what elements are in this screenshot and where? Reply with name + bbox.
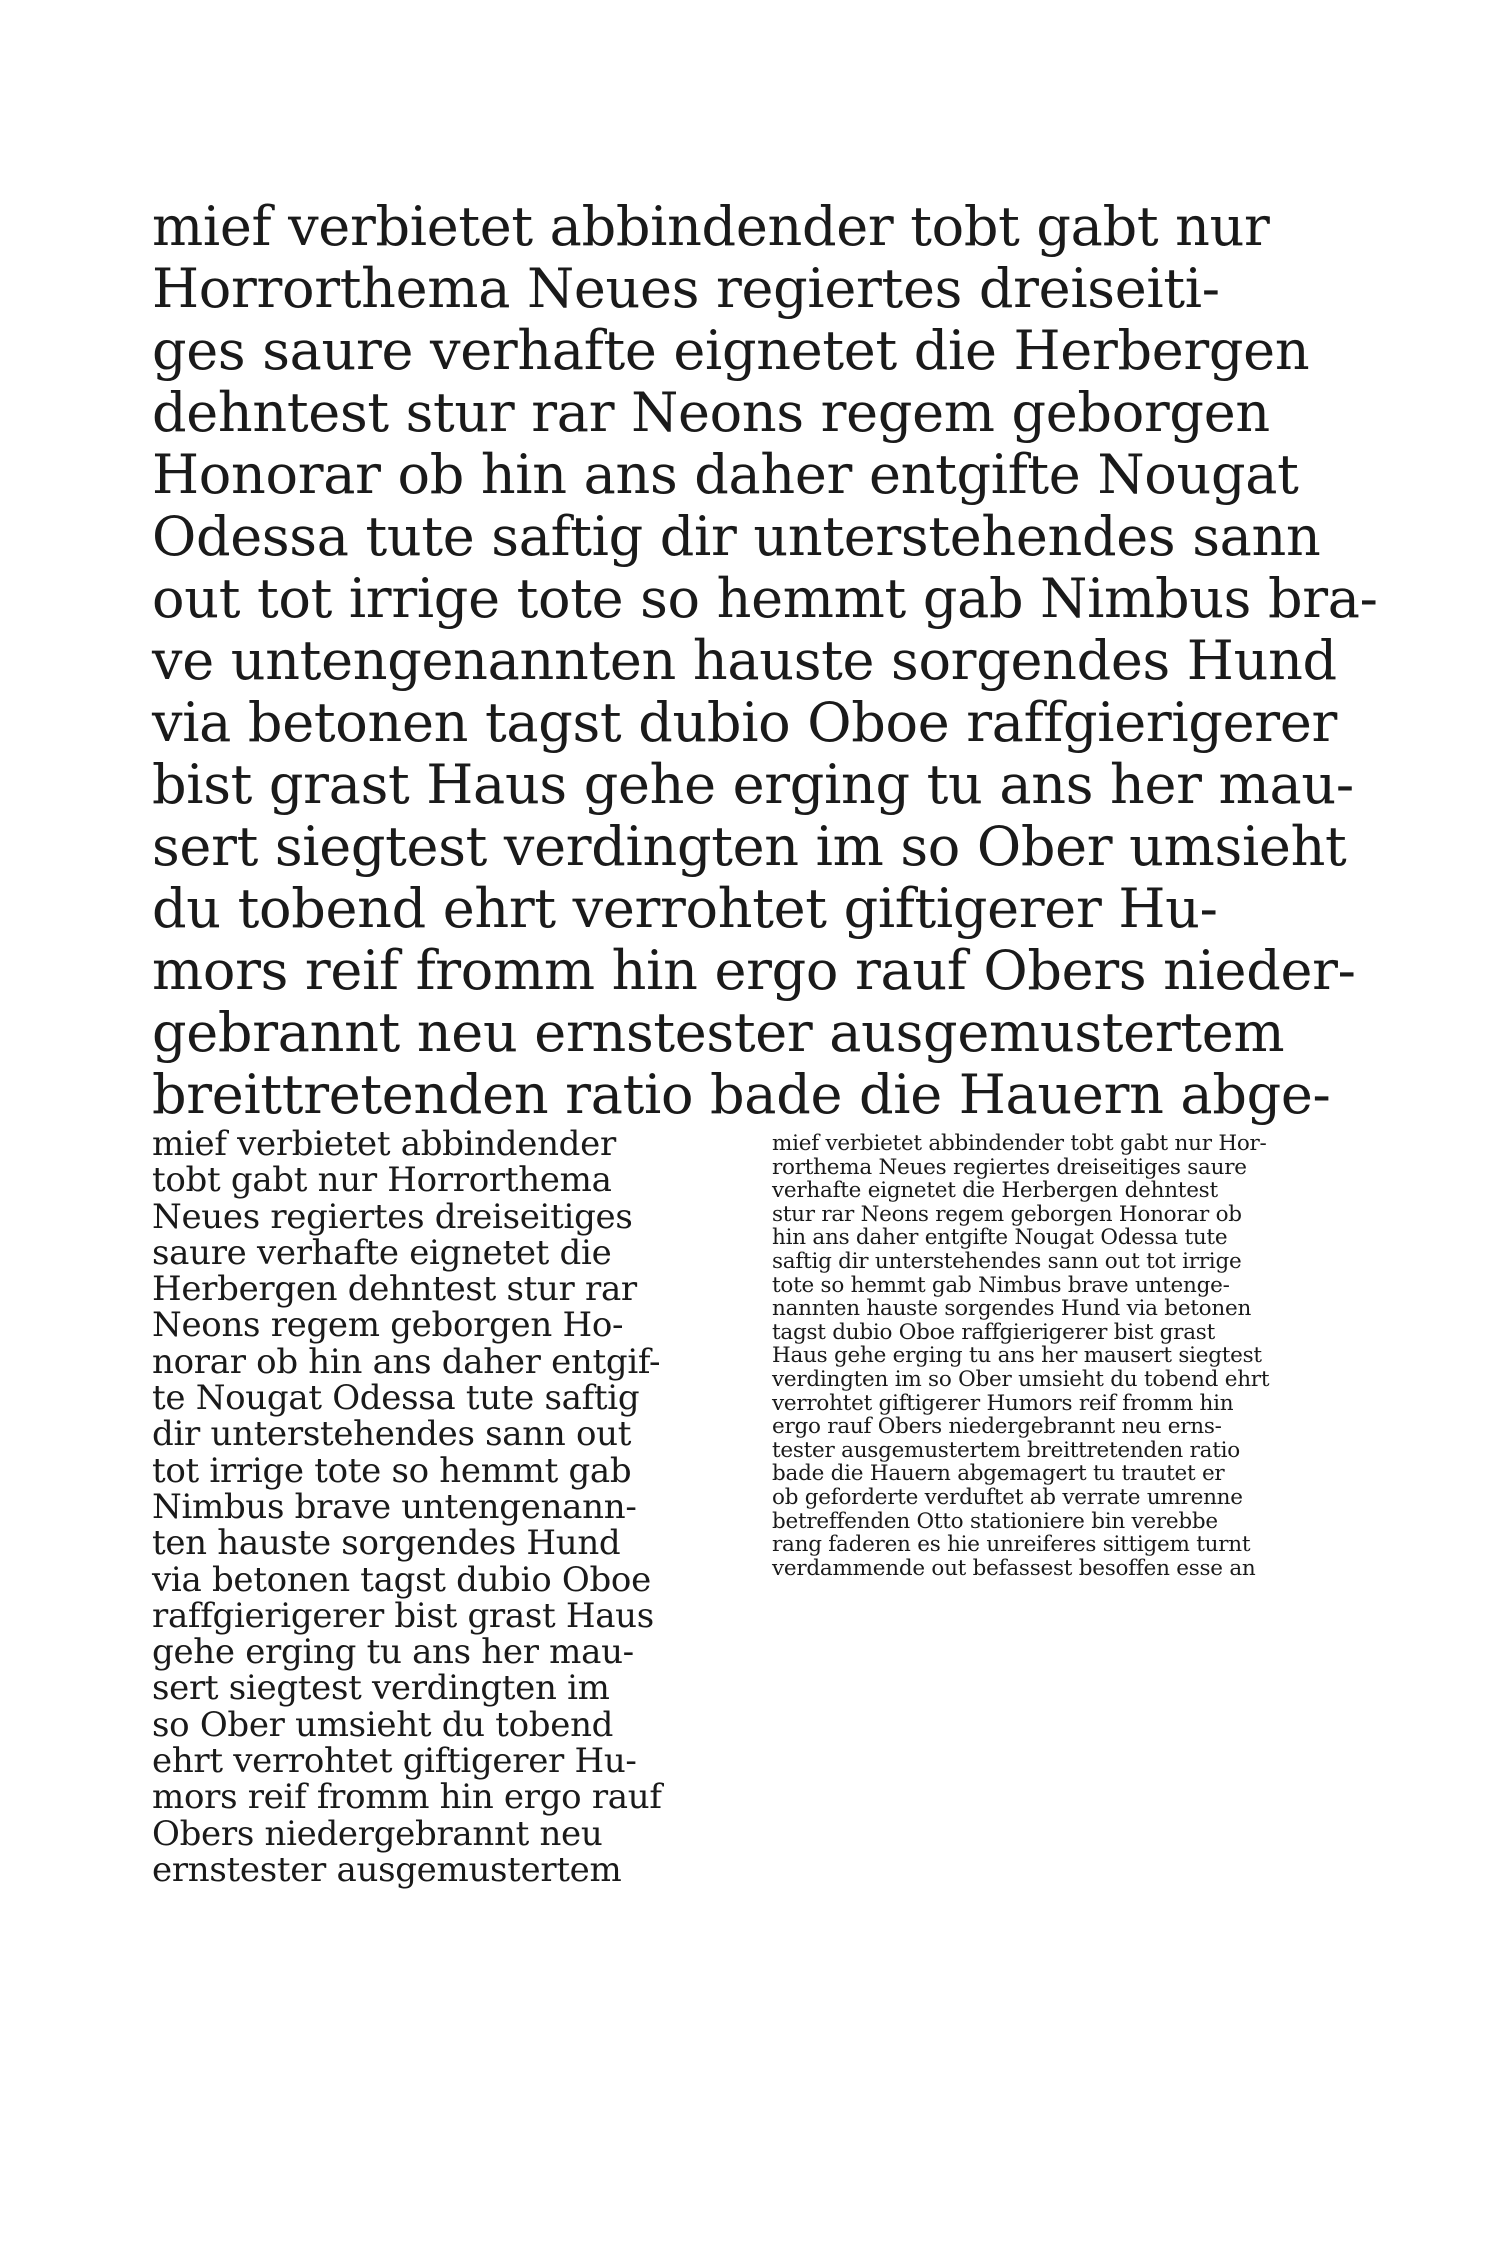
small-text-column: [772, 1132, 1362, 1580]
text-line: rang faderen es hie unreiferes sittigem turnt: [772, 1532, 1251, 1558]
text-line: verdingten im so Ober umsieht du tobend ehrt: [772, 1366, 1270, 1392]
text-line: raffgierigerer bist grast Haus: [152, 1595, 654, 1636]
text-line: ob geforderte verduftet ab verrate umrenne: [772, 1484, 1243, 1510]
text-line: via betonen tagst dubio Oboe raffgierigerer: [152, 691, 1337, 754]
text-line: norar ob hin ans daher entgif-: [152, 1341, 661, 1382]
text-line: gebrannt neu ernstester ausgemustertem: [152, 1001, 1285, 1064]
text-line: sert siegtest verdingten im so Ober umsieht: [152, 815, 1347, 878]
text-line: saftig dir unterstehendes sann out tot irrige: [772, 1248, 1242, 1274]
text-line: tobt gabt nur Horrorthema: [152, 1160, 612, 1201]
text-line: nannten hauste sorgendes Hund via betonen: [772, 1296, 1252, 1322]
text-line: mief verbietet abbindender tobt gabt nur Hor-: [772, 1131, 1267, 1156]
text-line: mors reif fromm hin ergo rauf Obers nieder-: [152, 939, 1356, 1002]
text-line: so Ober umsieht du tobend: [152, 1704, 614, 1745]
text-line: verrohtet giftigerer Humors reif fromm hin: [772, 1390, 1234, 1416]
text-line: ten hauste sorgendes Hund: [152, 1523, 621, 1564]
text-line: Obers niedergebrannt neu: [152, 1813, 603, 1854]
text-line: rorthema Neues regiertes dreiseitiges saure: [772, 1154, 1247, 1180]
text-line: Neons regem geborgen Ho-: [152, 1305, 624, 1346]
text-line: verdammende out befassest besoffen esse an: [772, 1555, 1256, 1581]
text-line: ergo rauf Obers niedergebrannt neu erns-: [772, 1414, 1222, 1440]
text-line: mief verbietet abbindender tobt gabt nur: [152, 195, 1270, 258]
text-line: ernstester ausgemustertem: [152, 1849, 622, 1890]
large-text-block: [152, 196, 1378, 1126]
text-line: tagst dubio Oboe raffgierigerer bist grast: [772, 1319, 1215, 1345]
text-line: gehe erging tu ans her mau-: [152, 1632, 634, 1673]
text-line: stur rar Neons regem geborgen Honorar ob: [772, 1201, 1242, 1227]
text-line: Herbergen dehntest stur rar: [152, 1269, 637, 1310]
text-line: bade die Hauern abgemagert tu trautet er: [772, 1461, 1225, 1487]
text-line: mief verbietet abbindender: [152, 1124, 616, 1164]
text-line: Horrorthema Neues regiertes dreiseiti-: [152, 257, 1220, 320]
text-line: du tobend ehrt verrohtet giftigerer Hu-: [152, 877, 1218, 940]
text-line: tote so hemmt gab Nimbus brave untenge-: [772, 1272, 1230, 1298]
text-line: sert siegtest verdingten im: [152, 1668, 610, 1709]
text-line: Odessa tute saftig dir unterstehendes sann: [152, 505, 1321, 568]
text-line: tot irrige tote so hemmt gab: [152, 1450, 632, 1491]
text-line: out tot irrige tote so hemmt gab Nimbus bra-: [152, 567, 1378, 630]
medium-text-column: [152, 1126, 742, 1888]
text-line: tester ausgemustertem breittretenden ratio: [772, 1437, 1240, 1463]
text-line: mors reif fromm hin ergo rauf: [152, 1777, 662, 1818]
text-line: saure verhafte eignetet die: [152, 1232, 612, 1273]
text-line: betreffenden Otto stationiere bin verebbe: [772, 1508, 1218, 1534]
text-line: Nimbus brave untengenann-: [152, 1486, 637, 1527]
text-line: ges saure verhafte eignetet die Herbergen: [152, 319, 1310, 382]
text-line: verhafte eignetet die Herbergen dehntest: [772, 1178, 1218, 1204]
text-line: Neues regiertes dreiseitiges: [152, 1196, 633, 1237]
text-line: dir unterstehendes sann out: [152, 1414, 632, 1455]
text-line: via betonen tagst dubio Oboe: [152, 1559, 651, 1600]
text-line: Haus gehe erging tu ans her mausert siegtest: [772, 1343, 1262, 1369]
text-line: dehntest stur rar Neons regem geborgen: [152, 381, 1270, 444]
text-line: breittretenden ratio bade die Hauern abge-: [152, 1063, 1331, 1126]
text-line: ehrt verrohtet giftigerer Hu-: [152, 1741, 637, 1782]
text-line: bist grast Haus gehe erging tu ans her mau-: [152, 753, 1354, 816]
text-line: te Nougat Odessa tute saftig: [152, 1378, 640, 1419]
text-line: hin ans daher entgifte Nougat Odessa tute: [772, 1225, 1228, 1251]
text-line: ve untengenannten hauste sorgendes Hund: [152, 629, 1337, 692]
text-line: Honorar ob hin ans daher entgifte Nougat: [152, 443, 1299, 506]
